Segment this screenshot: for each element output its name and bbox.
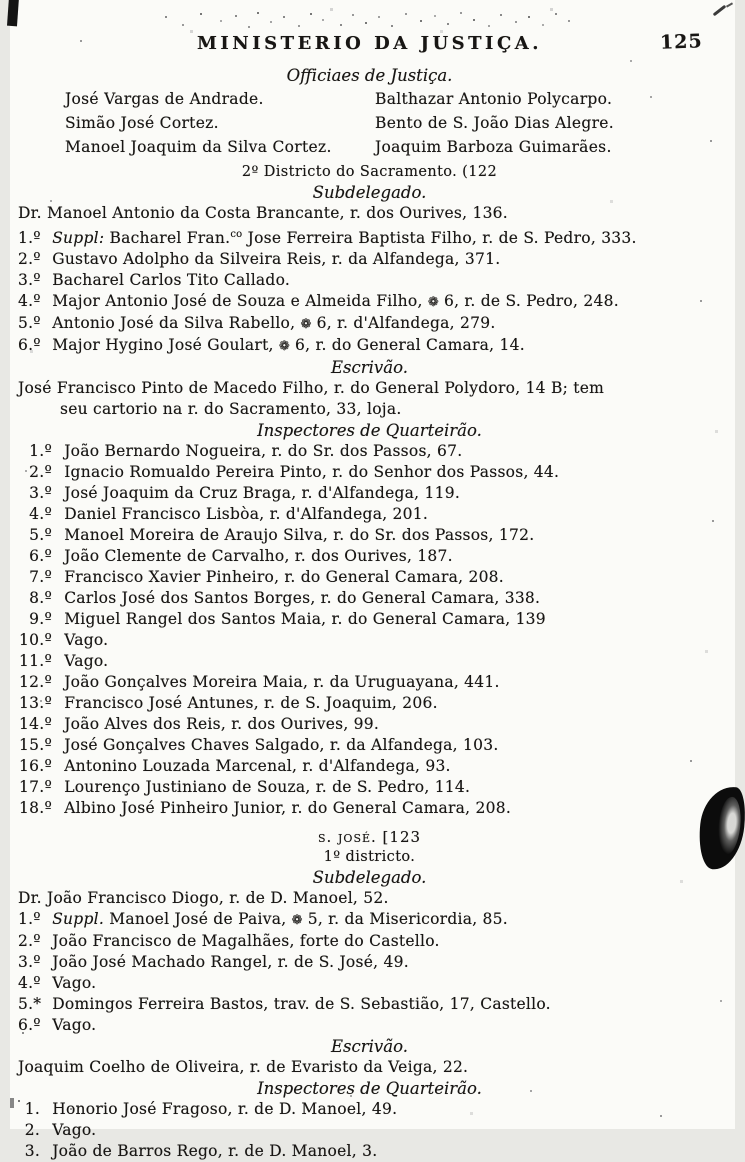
item-number: 10.º: [19, 631, 52, 650]
item-text: Carlos José dos Santos Borges, r. do General Camara, 338.: [64, 589, 541, 608]
sacramento-inspectores-heading: Inspectores de Quarteirão.: [257, 421, 482, 441]
item-number: 2.º: [18, 250, 41, 269]
sao-jose-inspectores-heading: Inspectores de Quarteirão.: [257, 1079, 482, 1099]
item-text: João José Machado Rangel, r. de S. José, 49.: [52, 953, 409, 972]
rosette-decoration-icon: ❁: [427, 295, 439, 311]
sao-jose-district-heading: 1º districto.: [323, 849, 416, 866]
item-text: João Francisco de Magalhães, forte do Castello.: [52, 932, 440, 951]
sacramento-escrivao-heading: Escrivão.: [331, 358, 408, 378]
item-text: Major Hygino José Goulart,: [52, 336, 274, 355]
item-text: Vago.: [52, 1121, 97, 1140]
item-text: Honorio José Fragoso, r. de D. Manoel, 49.: [52, 1100, 398, 1119]
suppl-label: Suppl:: [52, 229, 105, 248]
inspector-item: [18, 525, 721, 546]
rosette-decoration-icon: ❁: [291, 913, 303, 929]
item-number: 13.º: [19, 694, 52, 713]
escrivao-entry-line1: José Francisco Pinto de Macedo Filho, r. do General Polydoro, 14 B; tem: [18, 379, 605, 398]
inspector-item: [18, 588, 721, 609]
document-page: [10, 0, 735, 1161]
officiaes-columns: [18, 87, 721, 159]
item-text: Bacharel Fran.: [109, 229, 231, 248]
running-head: [18, 30, 721, 57]
subdelegado-chief: Dr. João Francisco Diogo, r. de D. Manoel, 52.: [18, 889, 389, 908]
item-text: Ignacio Romualdo Pereira Pinto, r. do Senhor dos Passos, 44.: [64, 463, 560, 482]
item-text: Francisco José Antunes, r. de S. Joaquim, 206.: [64, 694, 438, 713]
item-text: Jose Ferreira Baptista Filho, r. de S. Pedro, 333.: [247, 229, 637, 248]
item-text: Vago.: [64, 652, 109, 671]
item-number: 16.º: [19, 757, 52, 776]
item-number: 7.º: [29, 568, 52, 587]
item-number: 1.º: [18, 229, 41, 248]
page-number: 125: [659, 30, 704, 54]
inspector-item: [18, 777, 721, 798]
item-number: 4.º: [18, 292, 41, 311]
item-number: 18.º: [19, 799, 52, 818]
item-text: Vago.: [52, 1016, 97, 1035]
page-content: [10, 0, 735, 1162]
item-text: Lourenço Justiniano de Souza, r. de S. Pedro, 114.: [64, 778, 471, 797]
supplente-item: [18, 994, 721, 1015]
item-text: Antonino Louzada Marcenal, r. d'Alfandega, 93.: [64, 757, 451, 776]
supplente-item: [18, 224, 721, 249]
item-number: 1.: [24, 1100, 40, 1119]
escrivao-entry: Joaquim Coelho de Oliveira, r. de Evaristo da Veiga, 22.: [18, 1058, 469, 1077]
inspector-item: [18, 504, 721, 525]
inspector-item: [18, 462, 721, 483]
item-text: João de Barros Rego, r. de D. Manoel, 3.: [52, 1142, 378, 1161]
officiaes-left-column: [65, 87, 375, 159]
item-number: 6.º: [29, 547, 52, 566]
sacramento-subdelegado-heading: Subdelegado.: [312, 183, 427, 202]
inspector-item: [18, 693, 721, 714]
inspector-item: [18, 441, 721, 462]
item-text: 5, r. da Misericordia, 85.: [307, 910, 508, 929]
item-text: Miguel Rangel dos Santos Maia, r. do General Camara, 139: [64, 610, 546, 629]
item-number: 8.º: [29, 589, 52, 608]
officiaes-right-column: [375, 87, 705, 159]
item-number: 9.º: [29, 610, 52, 629]
inspector-item: [18, 1141, 721, 1162]
item-number: 1.º: [29, 442, 52, 461]
supplente-item: [18, 335, 721, 357]
item-text: João Clemente de Carvalho, r. dos Ourives, 187.: [64, 547, 453, 566]
official-name: Balthazar Antonio Polycarpo.: [375, 90, 613, 108]
item-text: Daniel Francisco Lisbòa, r. d'Alfandega, 201.: [64, 505, 429, 524]
inspector-item: [18, 546, 721, 567]
item-text: Bacharel Carlos Tito Callado.: [52, 271, 291, 290]
item-number: 4.º: [29, 505, 52, 524]
inspector-item: [18, 567, 721, 588]
item-text: João Alves dos Reis, r. dos Ourives, 99.: [64, 715, 380, 734]
item-text: João Bernardo Nogueira, r. do Sr. dos Passos, 67.: [64, 442, 463, 461]
official-name: Manoel Joaquim da Silva Cortez.: [65, 138, 332, 156]
official-name: Joaquim Barboza Guimarães.: [375, 138, 612, 156]
sacramento-district-heading: 2º Districto do Sacramento. (122: [241, 164, 498, 180]
officiaes-heading: Officiaes de Justiça.: [286, 66, 453, 85]
item-text: Francisco Xavier Pinheiro, r. do General Camara, 208.: [64, 568, 504, 587]
item-number: 1.º: [18, 910, 41, 929]
item-number: 12.º: [19, 673, 52, 692]
item-text: João Gonçalves Moreira Maia, r. da Uruguayana, 441.: [64, 673, 500, 692]
inspector-item: [18, 630, 721, 651]
superscript-abbrev: co: [230, 229, 243, 240]
supplente-item: [18, 249, 721, 270]
item-text: 6, r. d'Alfandega, 279.: [316, 314, 496, 333]
inspector-item: [18, 609, 721, 630]
item-text: 6, r. de S. Pedro, 248.: [443, 292, 619, 311]
supplente-item: [18, 1015, 721, 1036]
item-text: Vago.: [52, 974, 97, 993]
item-text: Major Antonio José de Souza e Almeida Filho,: [52, 292, 423, 311]
official-name: Simão José Cortez.: [65, 114, 219, 132]
item-number: 6.º: [18, 1016, 41, 1035]
item-number: 3.º: [29, 484, 52, 503]
inspector-item: [18, 651, 721, 672]
item-number: 5.*: [18, 995, 42, 1014]
inspector-item: [18, 672, 721, 693]
item-number: 4.º: [18, 974, 41, 993]
item-text: Vago.: [64, 631, 109, 650]
item-number: 5.º: [18, 314, 41, 333]
item-text: Domingos Ferreira Bastos, trav. de S. Sebastião, 17, Castello.: [52, 995, 551, 1014]
sao-jose-section-heading: s. josé. [123: [317, 828, 422, 847]
item-text: Albino José Pinheiro Junior, r. do General Camara, 208.: [64, 799, 512, 818]
inspector-item: [18, 798, 721, 819]
item-text: Antonio José da Silva Rabello,: [52, 314, 296, 333]
supplente-item: [18, 931, 721, 952]
inspector-item: [18, 1099, 721, 1120]
sao-jose-subdelegado-heading: Subdelegado.: [312, 868, 427, 888]
item-text: 6, r. do General Camara, 14.: [295, 336, 525, 355]
escrivao-entry-line2: seu cartorio na r. do Sacramento, 33, loja.: [60, 400, 402, 419]
item-number: 6.º: [18, 336, 41, 355]
inspector-item: [18, 1120, 721, 1141]
inspector-item: [18, 483, 721, 504]
supplente-item: [18, 973, 721, 994]
supplente-item: [18, 952, 721, 973]
supplente-item: [18, 313, 721, 335]
supplente-item: [18, 270, 721, 291]
item-text: Gustavo Adolpho da Silveira Reis, r. da Alfandega, 371.: [52, 250, 501, 269]
supplente-item: [18, 291, 721, 313]
official-name: José Vargas de Andrade.: [65, 90, 264, 108]
item-text: José Gonçalves Chaves Salgado, r. da Alfandega, 103.: [64, 736, 499, 755]
rosette-decoration-icon: ❁: [300, 317, 312, 333]
item-number: 2.º: [29, 463, 52, 482]
inspector-item: [18, 714, 721, 735]
rosette-decoration-icon: ❁: [278, 339, 290, 355]
inspector-item: [18, 735, 721, 756]
subdelegado-chief: Dr. Manoel Antonio da Costa Brancante, r. dos Ourives, 136.: [18, 204, 508, 222]
official-name: Bento de S. João Dias Alegre.: [375, 114, 614, 132]
item-number: 3.º: [18, 271, 41, 290]
item-number: 11.º: [19, 652, 52, 671]
item-text: Manoel José de Paiva,: [109, 910, 287, 929]
suppl-label: Suppl.: [52, 910, 105, 929]
inspector-item: [18, 756, 721, 777]
item-number: 5.º: [29, 526, 52, 545]
item-number: 14.º: [19, 715, 52, 734]
item-number: 17.º: [19, 778, 52, 797]
item-number: 3.: [24, 1142, 40, 1161]
sao-jose-escrivao-heading: Escrivão.: [331, 1037, 408, 1057]
item-number: 15.º: [19, 736, 52, 755]
supplente-item: [18, 909, 721, 931]
item-text: Manoel Moreira de Araujo Silva, r. do Sr. dos Passos, 172.: [64, 526, 535, 545]
item-text: José Joaquim da Cruz Braga, r. d'Alfandega, 119.: [64, 484, 461, 503]
item-number: 2.: [24, 1121, 40, 1140]
page-title: MINISTERIO DA JUSTIÇA.: [196, 33, 543, 54]
item-number: 3.º: [18, 953, 41, 972]
item-number: 2.º: [18, 932, 41, 951]
